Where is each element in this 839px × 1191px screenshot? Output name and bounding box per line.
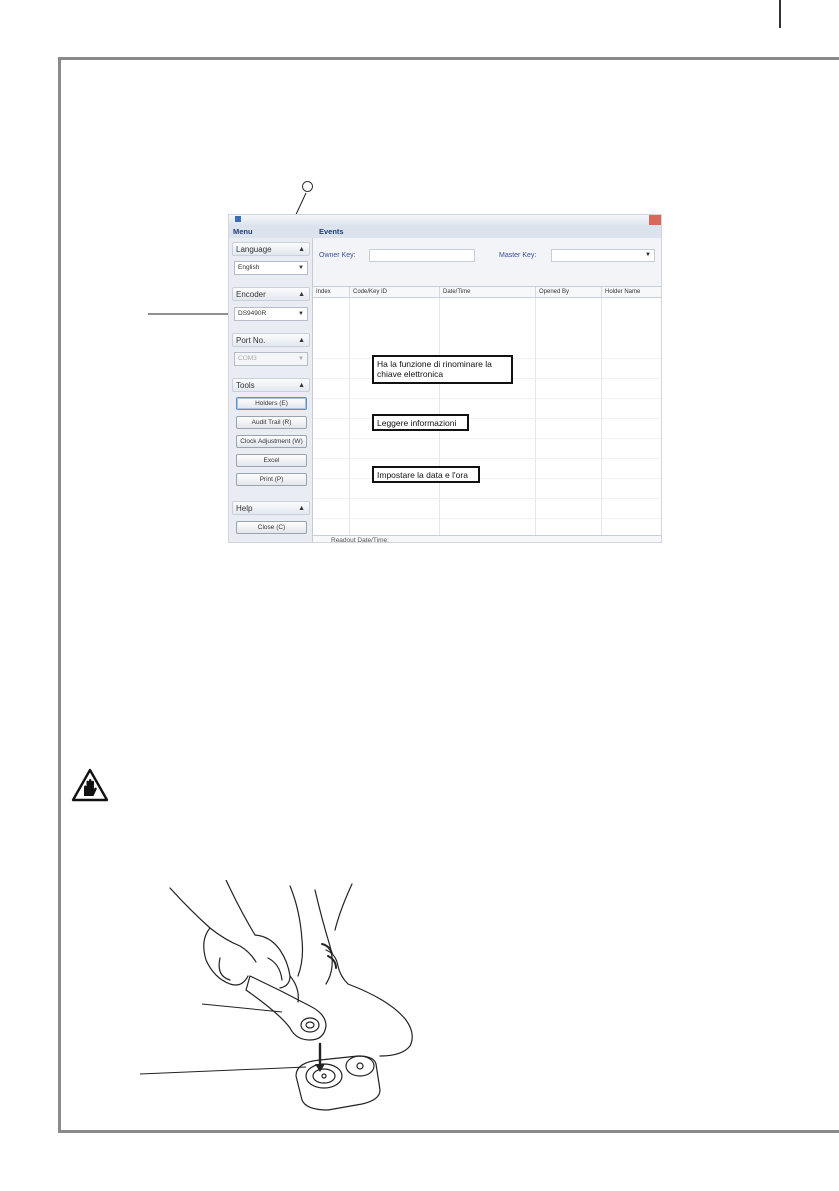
- port-header-label: Port No.: [236, 336, 266, 345]
- events-table-header: [313, 286, 662, 298]
- readout-datetime-label: Readout Date/Time:: [313, 535, 662, 543]
- collapse-arrow-icon: ▲: [298, 382, 305, 389]
- key-reader-illustration: [130, 880, 460, 1130]
- clock-adjustment-button[interactable]: Clock Adjustment (W): [236, 435, 307, 448]
- app-icon: [235, 216, 241, 222]
- audit-trail-button[interactable]: Audit Trail (R): [236, 416, 307, 429]
- chevron-down-icon: ▼: [298, 311, 304, 317]
- column-divider: [349, 298, 350, 535]
- column-header-index[interactable]: Index: [316, 289, 331, 295]
- collapse-arrow-icon: ▲: [298, 291, 305, 298]
- events-table-body[interactable]: [313, 298, 662, 535]
- row-divider: [313, 458, 662, 459]
- encoder-select-value: DS9490R: [238, 310, 267, 317]
- help-section-header[interactable]: [232, 501, 310, 515]
- language-section-header[interactable]: [232, 242, 310, 256]
- annotation-read-info: Leggere informazioni: [372, 414, 469, 431]
- events-panel: [313, 225, 662, 543]
- owner-key-field[interactable]: [369, 249, 475, 262]
- collapse-arrow-icon: ▲: [298, 337, 305, 344]
- encoder-header-label: Encoder: [236, 290, 266, 299]
- sidebar-menu: [229, 225, 313, 543]
- row-divider: [313, 438, 662, 439]
- port-select-value: COM3: [238, 355, 257, 362]
- chevron-down-icon: ▼: [645, 252, 651, 258]
- tools-section-header[interactable]: [232, 378, 310, 392]
- encoder-select[interactable]: [234, 307, 308, 321]
- column-header-datetime[interactable]: Date/Time: [439, 287, 535, 299]
- excel-button[interactable]: Excel: [236, 454, 307, 467]
- menu-title: Menu: [229, 225, 313, 238]
- window-close-button[interactable]: [649, 215, 662, 225]
- events-title: Events: [313, 225, 662, 238]
- column-header-holder-name[interactable]: Holder Name: [601, 287, 662, 299]
- row-divider: [313, 498, 662, 499]
- port-section-header[interactable]: [232, 333, 310, 347]
- holders-button[interactable]: Holders (E): [236, 397, 307, 410]
- collapse-arrow-icon: ▲: [298, 246, 305, 253]
- annotation-rename-key: Ha la funzione di rinominare la chiave elettronica: [372, 355, 513, 384]
- column-divider: [535, 298, 536, 535]
- column-header-opened-by[interactable]: Opened By: [535, 287, 601, 299]
- tools-header-label: Tools: [236, 381, 255, 390]
- owner-key-label: Owner Key:: [319, 252, 356, 259]
- window-titlebar: [229, 215, 662, 225]
- help-header-label: Help: [236, 504, 253, 513]
- collapse-arrow-icon: ▲: [298, 505, 305, 512]
- row-divider: [313, 418, 662, 419]
- column-header-code[interactable]: Code/Key ID: [349, 287, 439, 299]
- language-select-value: English: [238, 264, 260, 271]
- keys-row: [313, 238, 662, 286]
- master-key-label: Master Key:: [499, 252, 537, 259]
- master-key-select[interactable]: [551, 249, 655, 262]
- print-button[interactable]: Print (P): [236, 473, 307, 486]
- column-divider: [601, 298, 602, 535]
- annotation-set-date-time: Impostare la data e l'ora: [372, 466, 480, 483]
- language-select[interactable]: [234, 261, 308, 275]
- language-header-label: Language: [236, 245, 272, 254]
- hand-stop-warning-icon: [71, 768, 109, 802]
- row-divider: [313, 478, 662, 479]
- chevron-down-icon: ▼: [298, 265, 304, 271]
- row-divider: [313, 518, 662, 519]
- chevron-down-icon: ▼: [298, 356, 304, 362]
- port-select[interactable]: [234, 352, 308, 366]
- encoder-section-header[interactable]: [232, 287, 310, 301]
- row-divider: [313, 398, 662, 399]
- close-button[interactable]: Close (C): [236, 521, 307, 534]
